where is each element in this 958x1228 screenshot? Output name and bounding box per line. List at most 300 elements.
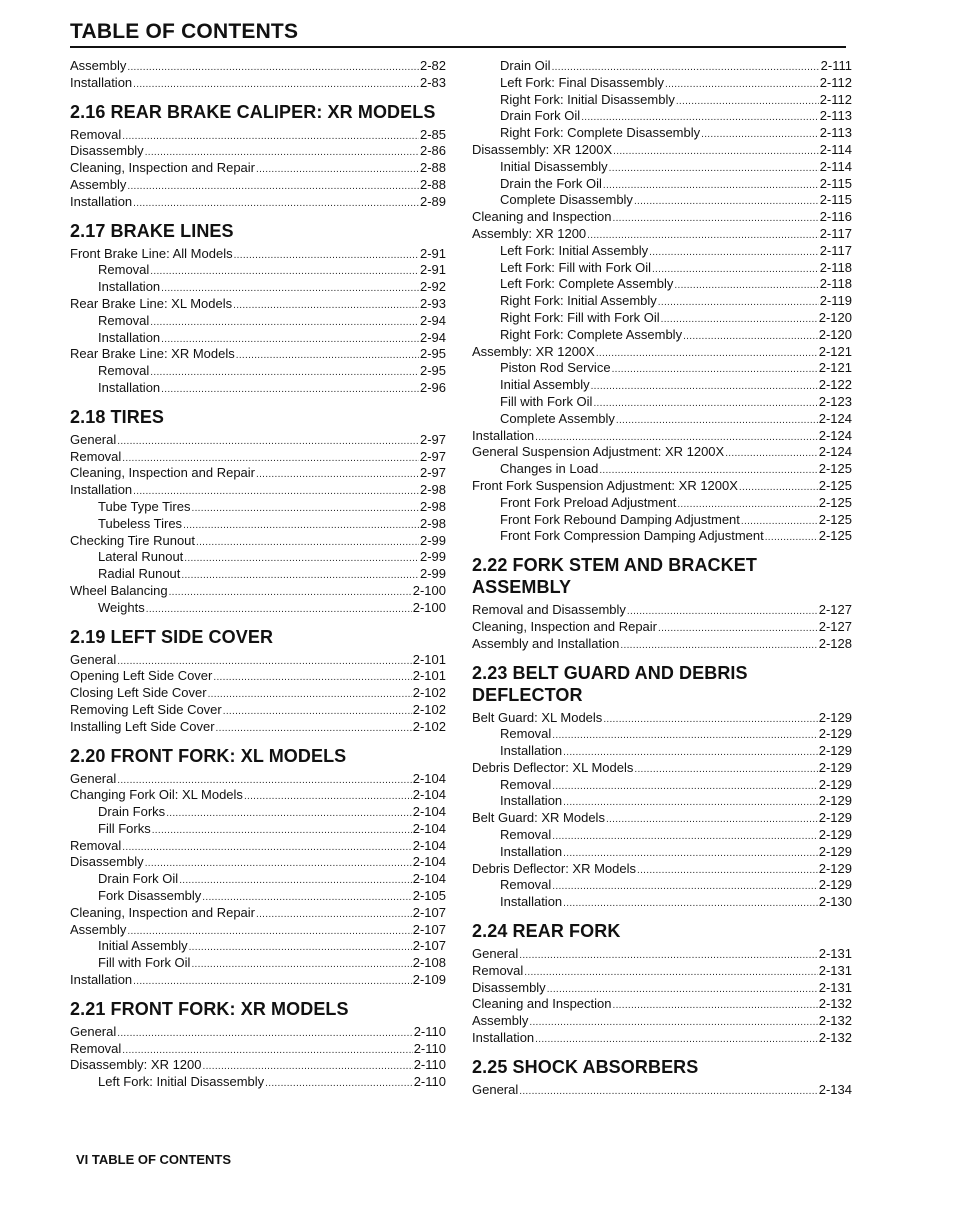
dot-leader [603,178,819,195]
dot-leader [122,840,411,857]
toc-entry[interactable] [472,344,852,361]
toc-entry-page: 2-110 [413,1074,446,1090]
toc-entry[interactable] [70,1024,446,1041]
toc-entry[interactable] [472,125,852,142]
toc-entry[interactable] [472,461,852,478]
toc-entry[interactable] [70,75,446,92]
dot-leader [216,721,412,738]
toc-entry-label: Removal [70,1040,122,1056]
toc-entry-page: 2-129 [818,776,852,792]
toc-entry-page: 2-129 [818,827,852,843]
toc-entry[interactable] [472,226,852,243]
toc-entry-label: Left Fork: Fill with Fork Oil [500,259,651,275]
dot-leader [552,779,817,796]
toc-entry-page: 2-114 [819,158,852,174]
toc-entry-label: Installation [70,482,133,498]
dot-leader [725,446,818,463]
toc-entry-page: 2-88 [419,160,446,176]
toc-entry-page: 2-119 [819,293,852,309]
toc-entry-label: Removal [98,312,150,328]
toc-entry-label: Front Fork Preload Adjustment [500,494,677,510]
section-heading: 2.21 FRONT FORK: XR MODELS [70,998,349,1019]
toc-entry[interactable] [472,192,852,209]
toc-entry-label: Weights [98,599,145,615]
toc-entry[interactable] [472,980,852,997]
toc-entry-label: Drain Forks [98,804,166,820]
toc-entry-label: Removal and Disassembly [472,602,626,618]
dot-leader [127,179,419,196]
toc-entry[interactable] [70,804,446,821]
dot-leader [613,998,818,1015]
toc-entry[interactable] [70,838,446,855]
toc-entry-page: 2-104 [412,871,446,887]
dot-leader [613,211,819,228]
toc-entry[interactable] [70,583,446,600]
title-rule [70,46,846,48]
toc-entry-page: 2-104 [412,854,446,870]
toc-entry-page: 2-129 [818,793,852,809]
toc-entry-label: Installation [98,329,161,345]
dot-leader [146,602,412,619]
toc-entry[interactable] [472,276,852,293]
toc-entry[interactable] [472,377,852,394]
toc-entry[interactable] [70,449,446,466]
toc-entry[interactable] [472,894,852,911]
toc-entry-page: 2-83 [419,74,446,90]
toc-entry[interactable] [472,293,852,310]
toc-entry[interactable] [472,844,852,861]
toc-entry-page: 2-95 [419,363,446,379]
toc-entry[interactable] [70,177,446,194]
toc-entry-page: 2-88 [419,176,446,192]
toc-entry[interactable] [472,327,852,344]
toc-entry-page: 2-107 [412,938,446,954]
dot-leader [161,382,419,399]
toc-entry[interactable] [472,411,852,428]
dot-leader [127,60,419,77]
dot-leader [603,712,817,729]
dot-leader [652,262,819,279]
toc-entry[interactable] [472,1030,852,1047]
toc-entry-page: 2-102 [412,701,446,717]
dot-leader [535,1032,818,1049]
toc-entry-label: Piston Rod Service [500,360,611,376]
toc-entry-label: Fill with Fork Oil [98,955,191,971]
toc-entry-page: 2-123 [818,393,852,409]
toc-entry[interactable] [472,996,852,1013]
toc-entry-page: 2-124 [818,410,852,426]
dot-leader [133,77,419,94]
toc-entry-page: 2-131 [818,962,852,978]
toc-entry-label: Disassembly: XR 1200 [70,1057,202,1073]
toc-entry[interactable] [70,854,446,871]
toc-entry-label: Left Fork: Complete Assembly [500,276,674,292]
toc-entry-page: 2-92 [419,279,446,295]
toc-entry-label: General [70,770,117,786]
toc-entry-label: Belt Guard: XR Models [472,810,605,826]
toc-entry-label: Installation [98,279,161,295]
toc-entry-label: Front Fork Rebound Damping Adjustment [500,511,740,527]
toc-entry[interactable] [472,619,852,636]
toc-entry-label: Tubeless Tires [98,515,183,531]
toc-entry-label: Closing Left Side Cover [70,685,207,701]
toc-entry-page: 2-117 [819,225,852,241]
toc-entry[interactable] [472,58,852,75]
toc-entry[interactable] [70,465,446,482]
dot-leader [133,196,419,213]
toc-entry-label: Assembly and Installation [472,635,620,651]
toc-entry-label: Tube Type Tires [98,498,191,514]
dot-leader [122,129,419,146]
dot-leader [256,907,412,924]
toc-entry[interactable] [472,793,852,810]
dot-leader [634,762,817,779]
toc-entry[interactable] [70,194,446,211]
toc-entry-page: 2-104 [412,820,446,836]
toc-left-column [70,58,446,1091]
dot-leader [676,94,819,111]
dot-leader [612,362,818,379]
toc-entry-label: Initial Disassembly [500,158,608,174]
toc-entry-label: Installation [98,379,161,395]
dot-leader [524,965,817,982]
toc-entry-label: Initial Assembly [500,377,590,393]
toc-entry[interactable] [472,827,852,844]
toc-entry[interactable] [70,905,446,922]
toc-entry[interactable] [472,159,852,176]
dot-leader [765,530,818,547]
toc-entry[interactable] [70,346,446,363]
dot-leader [701,127,819,144]
toc-entry-label: Installation [500,843,563,859]
toc-entry[interactable] [472,142,852,159]
toc-entry-label: Opening Left Side Cover [70,668,213,684]
dot-leader [117,1026,412,1043]
toc-entry[interactable] [472,512,852,529]
toc-entry-label: Initial Assembly [98,938,188,954]
dot-leader [519,1084,818,1101]
toc-entry-page: 2-99 [419,549,446,565]
toc-entry-label: Drain Oil [500,58,551,73]
toc-entry[interactable] [472,1082,852,1099]
toc-entry-page: 2-91 [419,262,446,278]
toc-entry[interactable] [70,821,446,838]
toc-entry-label: Removal [500,877,552,893]
dot-leader [552,879,817,896]
toc-entry[interactable] [70,533,446,550]
toc-entry[interactable] [472,428,852,445]
toc-entry-label: Rear Brake Line: XR Models [70,346,235,362]
dot-leader [192,501,419,518]
toc-entry-page: 2-129 [818,709,852,725]
toc-entry-page: 2-102 [412,718,446,734]
toc-entry-page: 2-97 [419,465,446,481]
toc-entry-label: Removing Left Side Cover [70,701,222,717]
toc-entry[interactable] [70,516,446,533]
toc-entry[interactable] [472,495,852,512]
toc-entry[interactable] [472,360,852,377]
toc-entry[interactable] [472,92,852,109]
toc-entry[interactable] [472,760,852,777]
toc-entry[interactable] [70,1057,446,1074]
toc-entry[interactable] [472,444,852,461]
toc-entry-page: 2-128 [818,635,852,651]
toc-entry[interactable] [70,499,446,516]
toc-entry-label: Left Fork: Initial Assembly [500,242,649,258]
toc-entry[interactable] [70,922,446,939]
page-footer: VI TABLE OF CONTENTS [76,1152,232,1167]
toc-entry-label: Debris Deflector: XR Models [472,860,636,876]
toc-entry[interactable] [472,777,852,794]
dot-leader [265,1076,413,1093]
toc-entry[interactable] [70,363,446,380]
toc-entry-label: Removal [70,448,122,464]
toc-entry[interactable] [70,549,446,566]
toc-entry-page: 2-125 [818,511,852,527]
toc-entry[interactable] [70,432,446,449]
toc-entry[interactable] [472,478,852,495]
toc-entry[interactable] [70,1041,446,1058]
toc-entry-label: Disassembly [70,143,144,159]
toc-entry-label: General Suspension Adjustment: XR 1200X [472,444,725,460]
dot-leader [634,194,819,211]
toc-entry-label: Radial Runout [98,566,181,582]
dot-leader [183,518,419,535]
toc-entry-label: Right Fork: Initial Assembly [500,293,657,309]
toc-entry[interactable] [472,963,852,980]
toc-entry[interactable] [70,871,446,888]
dot-leader [256,467,419,484]
toc-entry[interactable] [472,176,852,193]
toc-entry[interactable] [70,127,446,144]
toc-entry-label: Drain the Fork Oil [500,175,602,191]
toc-entry[interactable] [472,394,852,411]
dot-leader [166,806,412,823]
toc-entry-page: 2-100 [412,582,446,598]
toc-entry[interactable] [70,246,446,263]
dot-leader [609,161,819,178]
toc-entry-label: Fill Forks [98,820,151,836]
toc-entry-label: Assembly: XR 1200 [472,225,587,241]
section-heading: 2.19 LEFT SIDE COVER [70,626,274,647]
toc-entry-page: 2-117 [819,242,852,258]
toc-entry-label: Left Fork: Initial Disassembly [98,1074,265,1090]
dot-leader [596,346,818,363]
section-heading: 2.23 BELT GUARD AND DEBRIS DEFLECTOR [472,662,748,705]
dot-leader [683,329,818,346]
dot-leader [208,687,412,704]
toc-entry[interactable] [472,743,852,760]
toc-entry-label: Front Fork Compression Damping Adjustment [500,528,764,544]
toc-entry-label: Complete Disassembly [500,192,633,208]
dot-leader [145,856,412,873]
toc-entry-label: Right Fork: Complete Disassembly [500,125,701,141]
toc-entry[interactable] [472,946,852,963]
section-heading: 2.18 TIRES [70,406,165,427]
toc-entry-page: 2-110 [413,1057,446,1073]
toc-entry-label: General [472,946,519,962]
dot-leader [117,434,419,451]
toc-entry-page: 2-94 [419,329,446,345]
toc-entry-page: 2-98 [419,482,446,498]
toc-entry-page: 2-129 [818,726,852,742]
toc-entry[interactable] [70,702,446,719]
toc-entry-page: 2-129 [818,759,852,775]
toc-entry-label: Removal [500,726,552,742]
toc-entry-page: 2-112 [819,91,852,107]
dot-leader [658,295,819,312]
toc-entry[interactable] [70,685,446,702]
toc-entry-label: Front Brake Line: All Models [70,245,233,261]
toc-entry-label: Front Fork Suspension Adjustment: XR 1200X [472,477,738,493]
toc-entry-label: Assembly [70,921,127,937]
toc-entry-page: 2-124 [818,444,852,460]
toc-entry-page: 2-86 [419,143,446,159]
toc-entry[interactable] [70,313,446,330]
toc-entry-page: 2-98 [419,498,446,514]
toc-entry[interactable] [472,810,852,827]
toc-entry[interactable] [70,955,446,972]
dot-leader [658,621,818,638]
toc-entry[interactable] [472,243,852,260]
toc-entry[interactable] [472,528,852,545]
toc-entry[interactable] [472,710,852,727]
toc-entry-page: 2-114 [819,141,852,157]
toc-entry-page: 2-97 [419,431,446,447]
toc-entry[interactable] [70,888,446,905]
toc-entry[interactable] [472,209,852,226]
toc-entry-page: 2-120 [818,326,852,342]
toc-entry-page: 2-107 [412,904,446,920]
toc-entry[interactable] [70,279,446,296]
toc-entry-page: 2-99 [419,566,446,582]
dot-leader [236,348,419,365]
toc-entry-label: Cleaning, Inspection and Repair [472,618,658,634]
toc-entry-page: 2-94 [419,312,446,328]
toc-entry[interactable] [472,602,852,619]
toc-entry-label: Assembly: XR 1200X [472,343,595,359]
toc-entry[interactable] [70,380,446,397]
dot-leader [223,704,412,721]
page-title: TABLE OF CONTENTS [70,20,299,43]
toc-entry[interactable] [472,877,852,894]
toc-entry[interactable] [70,1074,446,1091]
section-heading: 2.16 REAR BRAKE CALIPER: XR MODELS [70,101,436,122]
toc-entry-page: 2-109 [412,972,446,988]
toc-entry-page: 2-108 [412,955,446,971]
toc-entry[interactable] [70,143,446,160]
toc-entry-page: 2-125 [818,528,852,544]
toc-entry[interactable] [70,938,446,955]
dot-leader [563,896,818,913]
toc-entry-label: Installation [472,1030,535,1046]
toc-entry[interactable] [472,636,852,653]
dot-leader [196,535,419,552]
toc-entry[interactable] [70,566,446,583]
section-heading: 2.17 BRAKE LINES [70,220,234,241]
toc-entry-label: Installing Left Side Cover [70,718,215,734]
dot-leader [191,957,411,974]
toc-entry-label: Assembly [70,58,127,73]
toc-entry-label: Checking Tire Runout [70,532,196,548]
toc-entry[interactable] [70,262,446,279]
toc-entry[interactable] [70,668,446,685]
toc-entry-label: Disassembly: XR 1200X [472,141,613,157]
toc-entry[interactable] [70,600,446,617]
dot-leader [133,974,412,991]
toc-entry[interactable] [70,296,446,313]
toc-entry-label: Removal [70,126,122,142]
dot-leader [637,863,818,880]
toc-entry-page: 2-113 [819,108,852,124]
toc-entry-page: 2-121 [818,343,852,359]
toc-entry-label: Installation [70,74,133,90]
toc-entry-page: 2-125 [818,461,852,477]
toc-entry[interactable] [70,58,446,75]
toc-entry-page: 2-104 [412,837,446,853]
toc-entry[interactable] [472,861,852,878]
toc-entry[interactable] [70,652,446,669]
toc-entry-label: Right Fork: Fill with Fork Oil [500,309,660,325]
toc-entry[interactable] [70,482,446,499]
toc-entry[interactable] [70,330,446,347]
toc-entry[interactable] [70,719,446,736]
toc-entry-page: 2-85 [419,126,446,142]
dot-leader [739,480,818,497]
toc-entry-label: Disassembly [472,979,546,995]
toc-entry-label: General [472,1081,519,1097]
toc-entry-page: 2-129 [818,743,852,759]
toc-entry[interactable] [70,787,446,804]
toc-entry[interactable] [70,160,446,177]
toc-entry-page: 2-125 [818,494,852,510]
toc-entry-page: 2-121 [818,360,852,376]
toc-entry-page: 2-116 [819,209,852,225]
toc-entry[interactable] [472,1013,852,1030]
toc-entry-label: Installation [500,743,563,759]
dot-leader [552,728,817,745]
toc-entry-label: Cleaning, Inspection and Repair [70,465,256,481]
toc-entry[interactable] [472,726,852,743]
toc-entry-page: 2-104 [412,770,446,786]
toc-entry-label: Changing Fork Oil: XL Models [70,787,243,803]
dot-leader [189,940,412,957]
toc-entry[interactable] [70,972,446,989]
toc-entry-page: 2-130 [818,894,852,910]
toc-entry[interactable] [472,108,852,125]
toc-entry-page: 2-132 [818,996,852,1012]
dot-leader [606,812,818,829]
toc-entry-label: Belt Guard: XL Models [472,709,603,725]
toc-entry-label: Fill with Fork Oil [500,393,593,409]
toc-entry-page: 2-131 [818,979,852,995]
toc-entry-label: Complete Assembly [500,410,615,426]
toc-entry-page: 2-131 [818,946,852,962]
toc-entry-label: Cleaning and Inspection [472,996,612,1012]
toc-entry-label: Removal [98,262,150,278]
toc-entry[interactable] [472,310,852,327]
toc-entry[interactable] [472,260,852,277]
toc-entry-page: 2-118 [819,259,852,275]
toc-entry-page: 2-132 [818,1013,852,1029]
toc-entry-page: 2-101 [412,668,446,684]
toc-entry-label: Changes in Load [500,461,599,477]
toc-entry-label: Debris Deflector: XL Models [472,759,634,775]
toc-entry-page: 2-111 [820,58,852,73]
toc-entry[interactable] [70,771,446,788]
toc-entry[interactable] [472,75,852,92]
toc-entry-label: Assembly [70,176,127,192]
